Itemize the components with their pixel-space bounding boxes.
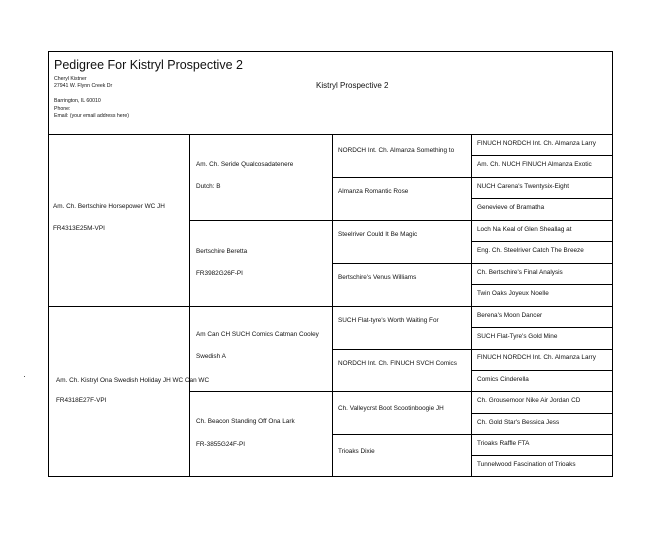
sire-registration: FR4313E25M-VPI bbox=[53, 225, 105, 232]
gen3-cell bbox=[332, 135, 471, 178]
ancestor-name: NUCH Carena's Twentysix-Eight bbox=[477, 183, 570, 190]
subject-dog-name: Kistryl Prospective 2 bbox=[316, 81, 389, 90]
ancestor-name: Trioaks Dixie bbox=[338, 448, 375, 455]
gen4-cell bbox=[471, 199, 612, 221]
ancestor-name: Tunnelwood Fascination of Trioaks bbox=[477, 461, 576, 468]
ancestor-name: Am. Ch. NUCH FINUCH Almanza Exotic bbox=[477, 161, 592, 168]
gen4-cell bbox=[471, 178, 612, 199]
grandparent-name: Bertschire Beretta bbox=[196, 248, 248, 255]
ancestor-name: Twin Oaks Joyeux Noelle bbox=[477, 290, 549, 297]
owner-email: Email: (your email address here) bbox=[54, 112, 129, 119]
gen4-cell bbox=[471, 221, 612, 242]
ancestor-name: Steelriver Could It Be Magic bbox=[338, 231, 418, 238]
grandparent-name: Am Can CH SUCH Comics Catman Cooley bbox=[196, 331, 319, 338]
gen4-cell bbox=[471, 242, 612, 264]
stray-mark bbox=[24, 376, 25, 377]
pedigree-chart bbox=[48, 51, 613, 477]
owner-address: 27941 W. Flynn Creek Dr bbox=[54, 83, 113, 90]
dam-registration: FR4318E27F-VPI bbox=[56, 397, 107, 404]
dam-name: Am. Ch. Kistryl Ona Swedish Holiday JH WC Can WC bbox=[56, 377, 210, 384]
ancestor-name: SUCH Flat-Tyre's Gold Mine bbox=[477, 333, 558, 340]
grandparent-name: Am. Ch. Seride Qualcosadatenere bbox=[196, 161, 294, 168]
ancestor-name: Ch. Gold Star's Bessica Jess bbox=[477, 419, 560, 426]
sire-name: Am. Ch. Bertschire Horsepower WC JH bbox=[53, 203, 165, 210]
ancestor-name: FINUCH NORDCH Int. Ch. Almanza Larry bbox=[477, 354, 596, 361]
gen3-cell bbox=[332, 435, 471, 477]
gen4-cell bbox=[471, 328, 612, 350]
granddam-maternal-cell bbox=[189, 392, 332, 477]
ancestor-name: Ch. Grousemoor Nike Air Jordan CD bbox=[477, 397, 581, 404]
granddam-paternal-cell bbox=[189, 221, 332, 307]
ancestor-name: NORDCH Int. Ch. FINUCH SVCH Comics bbox=[338, 360, 457, 367]
ancestor-name: SUCH Flat-tyre's Worth Waiting For bbox=[338, 317, 439, 324]
gen4-cell bbox=[471, 264, 612, 285]
gen4-cell bbox=[471, 135, 612, 156]
owner-name: Cheryl Kistner bbox=[54, 76, 87, 82]
grandparent-registration: FR3982G26F-PI bbox=[196, 270, 243, 277]
grandparent-registration: FR-3855G24F-PI bbox=[196, 441, 246, 448]
ancestor-name: Eng. Ch. Steelriver Catch The Breeze bbox=[477, 247, 584, 254]
page-title: Pedigree For Kistryl Prospective 2 bbox=[54, 58, 243, 72]
pedigree-header bbox=[49, 52, 612, 135]
grandparent-registration: Dutch: B bbox=[196, 183, 221, 190]
gen3-cell bbox=[332, 264, 471, 307]
ancestor-name: Ch. Valleycrst Boot Scootinboogie JH bbox=[338, 405, 444, 412]
gen3-cell bbox=[332, 221, 471, 264]
gen3-cell bbox=[332, 350, 471, 392]
ancestor-name: Comics Cinderella bbox=[477, 376, 529, 383]
ancestor-name: NORDCH Int. Ch. Almanza Something to bbox=[338, 147, 455, 154]
ancestor-name: Ch. Bertschire's Final Analysis bbox=[477, 269, 563, 276]
gen3-cell bbox=[332, 392, 471, 435]
gen4-cell bbox=[471, 371, 612, 392]
grandparent-name: Ch. Beacon Standing Off Ona Lark bbox=[196, 418, 295, 425]
gen4-cell bbox=[471, 392, 612, 414]
sire-cell bbox=[49, 135, 189, 307]
ancestor-name: Almanza Romantic Rose bbox=[338, 188, 409, 195]
gen4-cell bbox=[471, 350, 612, 371]
grandsire-paternal-cell bbox=[189, 135, 332, 221]
dam-cell bbox=[49, 307, 210, 477]
ancestor-name: Bertschire's Venus Williams bbox=[338, 274, 417, 281]
gen3-cell bbox=[332, 307, 471, 350]
owner-info bbox=[54, 76, 129, 120]
ancestor-name: Genevieve of Bramatha bbox=[477, 204, 545, 211]
gen4-cell bbox=[471, 285, 612, 307]
gen4-cell bbox=[471, 156, 612, 178]
ancestor-name: Berena's Moon Dancer bbox=[477, 312, 543, 319]
owner-city: Barrington, IL 60010 bbox=[54, 98, 101, 105]
ancestor-name: Trioaks Raffle FTA bbox=[477, 440, 530, 447]
ancestor-name: FINUCH NORDCH Int. Ch. Almanza Larry bbox=[477, 140, 596, 147]
grandsire-maternal-cell bbox=[189, 307, 332, 392]
gen4-cell bbox=[471, 435, 612, 456]
gen4-cell bbox=[471, 307, 612, 328]
owner-phone: Phone: bbox=[54, 105, 71, 112]
gen4-cell bbox=[471, 414, 612, 435]
gen3-cell bbox=[332, 178, 471, 221]
ancestor-name: Loch Na Keal of Glen Sheallag at bbox=[477, 226, 572, 233]
grandparent-registration: Swedish A bbox=[196, 353, 226, 360]
gen4-cell bbox=[471, 456, 612, 476]
